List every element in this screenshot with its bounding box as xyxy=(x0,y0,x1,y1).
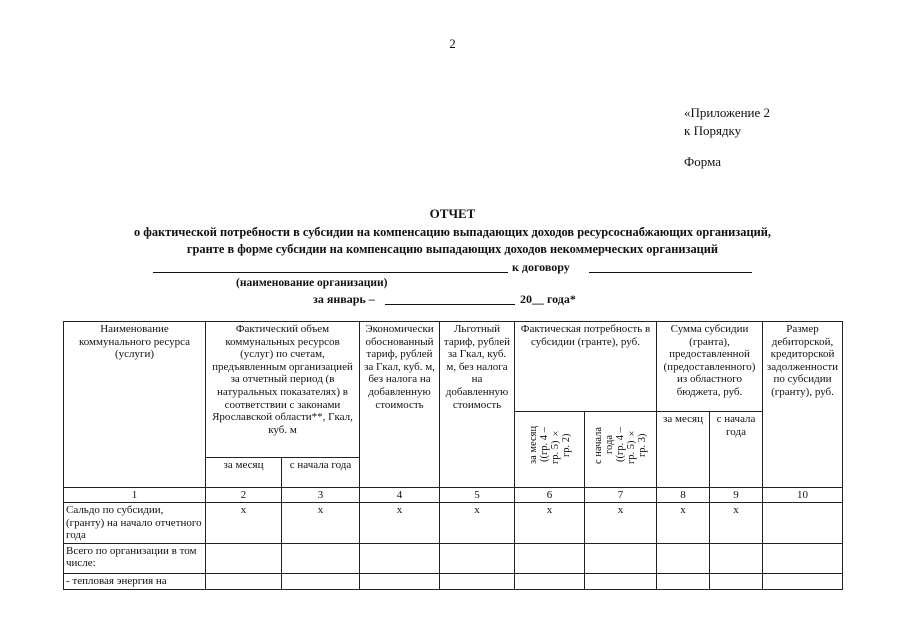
table-cell xyxy=(763,573,843,589)
col-number: 5 xyxy=(440,488,515,503)
table-cell xyxy=(763,503,843,544)
column-numbers-row xyxy=(64,488,843,503)
header-need-ytd-text: с начала года ((гр. 4 – гр. 5) × гр. 3) xyxy=(593,426,648,464)
report-subtitle-2: гранте в форме субсидии на компенсацию выпадающих доходов некоммерческих организаций xyxy=(186,242,719,256)
header-grant: Сумма субсидии (гранта), предоставленной (предоставленного) из областного бюджета, руб. xyxy=(657,322,763,412)
annex-line-2: к Порядку xyxy=(684,123,742,138)
table-cell: x xyxy=(282,503,360,544)
table-row xyxy=(64,573,843,589)
header-grant-ytd: с начала года xyxy=(710,412,763,488)
table-cell xyxy=(282,543,360,573)
table-row xyxy=(64,503,843,544)
col-number: 1 xyxy=(64,488,206,503)
col-number: 9 xyxy=(710,488,763,503)
header-volume-ytd: с начала года xyxy=(282,458,360,488)
header-need: Фактическая потребность в субсидии (гранте), руб. xyxy=(515,322,657,412)
col-number: 3 xyxy=(282,488,360,503)
header-volume-month: за месяц xyxy=(206,458,282,488)
table-cell xyxy=(657,543,710,573)
form-label: Форма xyxy=(684,154,721,169)
table-row xyxy=(64,543,843,573)
table-cell: x xyxy=(657,503,710,544)
table-cell: x xyxy=(206,503,282,544)
col-number: 6 xyxy=(515,488,585,503)
row-label: Всего по организации в том числе: xyxy=(64,543,206,573)
table-cell xyxy=(585,573,657,589)
period-month-line xyxy=(385,304,515,305)
table-cell xyxy=(360,573,440,589)
table-cell xyxy=(206,573,282,589)
col-number: 4 xyxy=(360,488,440,503)
table-cell xyxy=(206,543,282,573)
table-cell xyxy=(440,573,515,589)
table-cell xyxy=(282,573,360,589)
header-resource: Наименование коммунального ресурса (услуги) xyxy=(64,322,206,488)
header-need-month xyxy=(515,412,585,488)
header-need-month-text: за месяц ((гр. 4 – гр. 5) × гр. 2) xyxy=(527,425,572,465)
report-table xyxy=(63,321,843,590)
table-cell: x xyxy=(440,503,515,544)
org-name-line xyxy=(153,272,508,273)
report-title: ОТЧЕТ xyxy=(429,206,476,221)
page-number: 2 xyxy=(449,36,456,51)
table-cell xyxy=(710,543,763,573)
header-debt: Размер дебиторской, кредиторской задолженности по субсидии (гранту), руб. xyxy=(763,322,843,488)
period-year: 20__ года* xyxy=(520,292,576,306)
org-caption: (наименование организации) xyxy=(236,277,388,289)
header-need-ytd xyxy=(585,412,657,488)
table-cell xyxy=(763,543,843,573)
annex-line-1: «Приложение 2 xyxy=(684,105,771,120)
table-cell: x xyxy=(360,503,440,544)
contract-number-line xyxy=(589,272,752,273)
table-cell xyxy=(360,543,440,573)
table-cell xyxy=(657,573,710,589)
header-tariff-econ: Экономически обоснованный тариф, рублей за Гкал, куб. м, без налога на добавленную стоимость xyxy=(360,322,440,488)
contract-label: к договору xyxy=(512,260,570,274)
table-cell: x xyxy=(710,503,763,544)
report-subtitle-1: о фактической потребности в субсидии на компенсацию выпадающих доходов ресурсоснабжающих организаций, xyxy=(133,225,771,239)
table-cell xyxy=(710,573,763,589)
col-number: 8 xyxy=(657,488,710,503)
annex-reference xyxy=(684,104,770,140)
row-label: - тепловая энергия на xyxy=(64,573,206,589)
col-number: 7 xyxy=(585,488,657,503)
row-label: Сальдо по субсидии, (гранту) на начало отчетного года xyxy=(64,503,206,544)
col-number: 2 xyxy=(206,488,282,503)
table-cell: x xyxy=(515,503,585,544)
header-tariff-pref: Льготный тариф, рублей за Гкал, куб. м, без налога на добавленную стоимость xyxy=(440,322,515,488)
header-grant-month: за месяц xyxy=(657,412,710,488)
period-prefix: за январь – xyxy=(313,292,375,306)
table-cell xyxy=(515,573,585,589)
col-number: 10 xyxy=(763,488,843,503)
header-volume: Фактический объем коммунальных ресурсов (услуг) по счетам, предъявленным организацией за отчетный период (в натуральных показателях) в соответствии с законами Ярославской области**, Гкал, куб. м xyxy=(206,322,360,458)
table-cell xyxy=(515,543,585,573)
table-cell xyxy=(585,543,657,573)
table-cell xyxy=(440,543,515,573)
table-cell: x xyxy=(585,503,657,544)
